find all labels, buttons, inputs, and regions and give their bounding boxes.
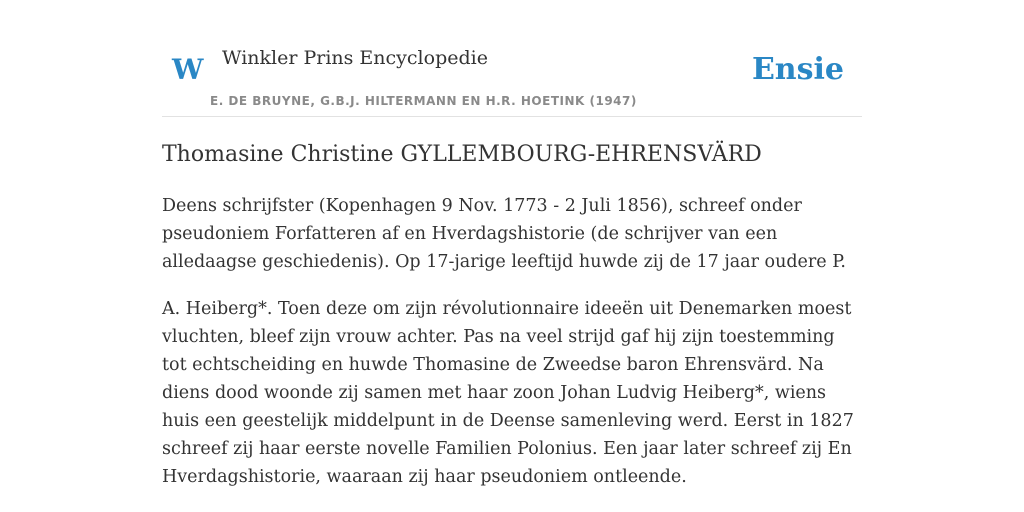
entry-title: Thomasine Christine GYLLEMBOURG-EHRENSVÄRD <box>162 142 762 167</box>
source-title[interactable]: Winkler Prins Encyclopedie <box>222 47 488 69</box>
entry-paragraph: A. Heiberg*. Toen deze om zijn révolutionnaire ideeën uit Denemarken moest vluchten, bleef zijn vrouw achter. Pas na veel strijd gaf hij zijn toestemming tot echtscheiding en huwde Thomasine de Zweedse baron Ehrensvärd. Na diens dood woonde zij samen met haar zoon Johan Ludvig Heiberg*, wiens huis een geestelijk middelpunt in de Deense samenleving werd. Eerst in 1827 schreef zij haar eerste novelle Familien Polonius. Een jaar later schreef zij En Hverdagshistorie, waaraan zij haar pseudoniem ontleende. <box>162 299 854 487</box>
winkler-prins-logo[interactable]: W <box>172 53 204 86</box>
article-page <box>162 0 862 512</box>
entry-paragraph: Deens schrijfster (Kopenhagen 9 Nov. 1773 - 2 Juli 1856), schreef onder pseudoniem Forfatteren af en Hverdagshistorie (de schrijver van een alledaagse geschiedenis). Op 17-jarige leeftijd huwde zij de 17 jaar oudere P. <box>162 196 846 272</box>
site-header <box>162 0 862 117</box>
source-authors: E. DE BRUYNE, G.B.J. HILTERMANN EN H.R. HOETINK (1947) <box>210 94 637 108</box>
ensie-logo[interactable]: Ensie <box>751 52 844 87</box>
